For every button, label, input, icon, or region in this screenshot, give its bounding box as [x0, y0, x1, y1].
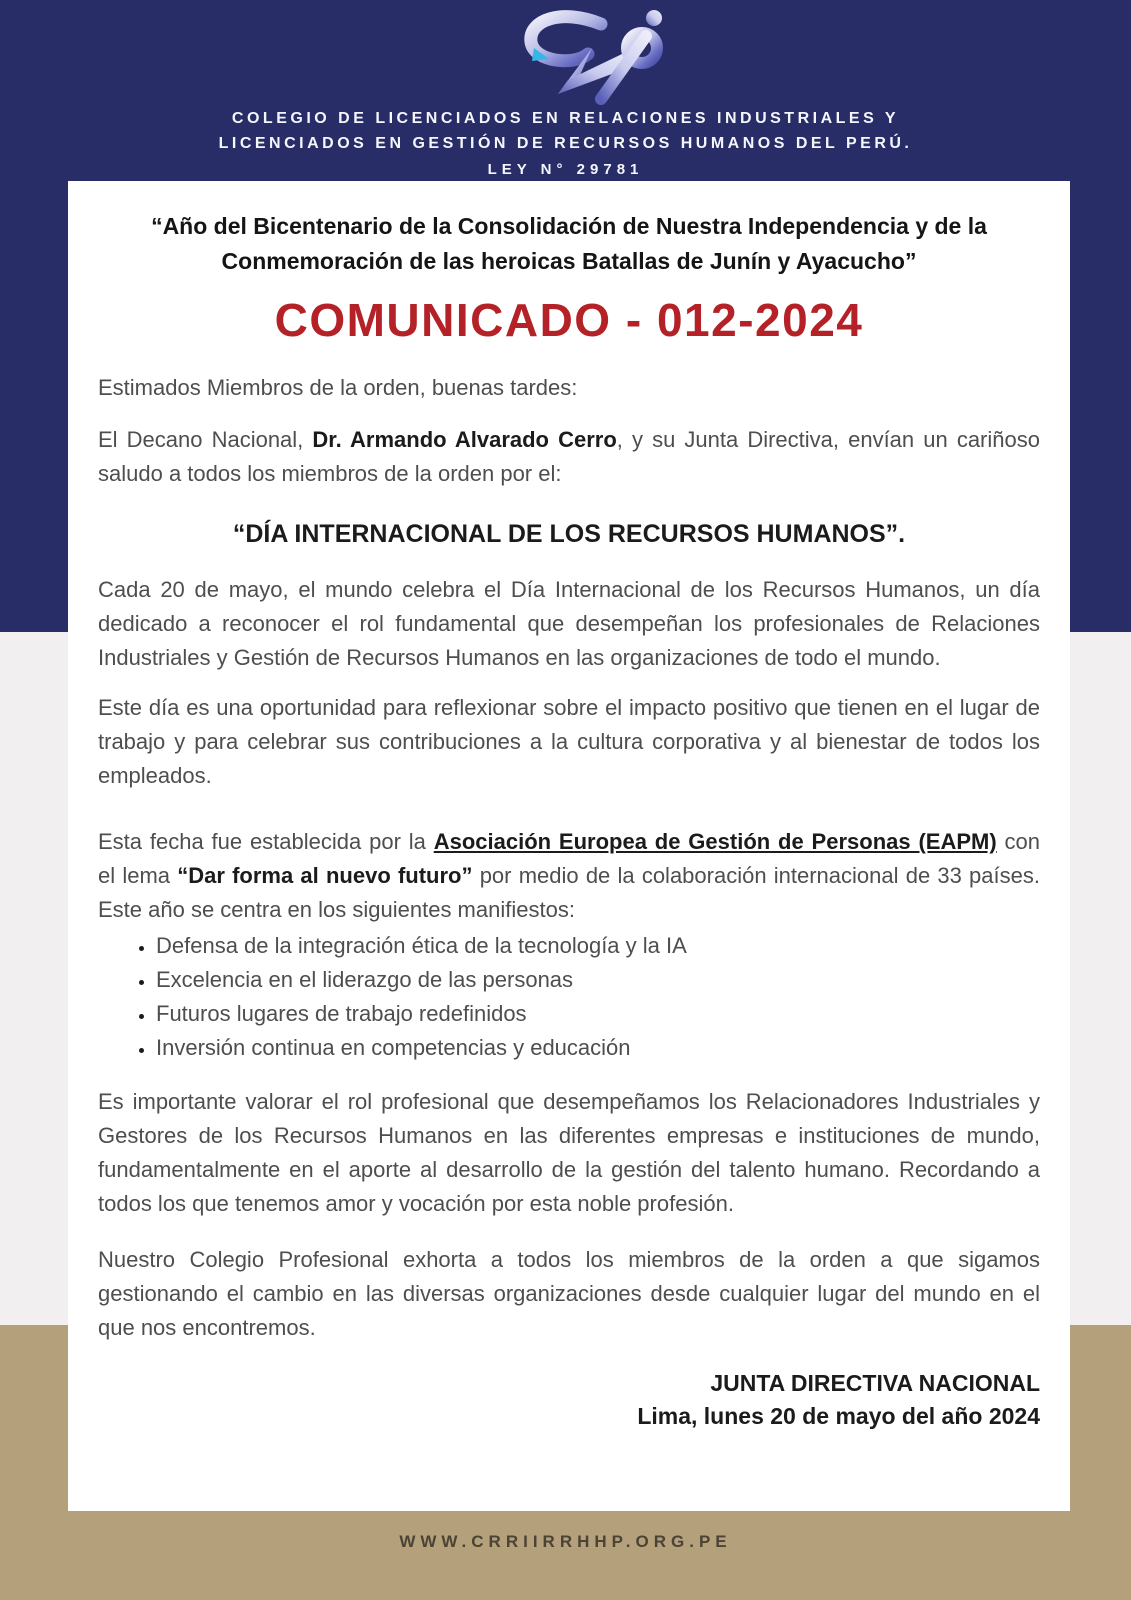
signature-date: Lima, lunes 20 de mayo del año 2024: [637, 1403, 1040, 1429]
text-run: por medio de la colaboración internacional de 33 países. Este año se centra en los siguientes manifiestos:: [98, 863, 1040, 922]
document-card: [68, 181, 1070, 1511]
law-number: LEY N° 29781: [487, 161, 644, 178]
text-run: Esta fecha fue establecida por la: [98, 829, 434, 854]
signature-block: [98, 1367, 1040, 1433]
list-item: • Defensa de la integración ética de la tecnología y la IA: [156, 929, 1040, 963]
greeting-line: Estimados Miembros de la orden, buenas tardes:: [98, 375, 578, 400]
org-logo-icon: [0, 6, 1131, 106]
list-item: • Futuros lugares de trabajo redefinidos: [156, 997, 1040, 1031]
text-run: , y su Junta Directiva, envían un cariñoso saludo a todos los miembros de la orden por el:: [98, 427, 1040, 486]
decano-name: Dr. Armando Alvarado Cerro: [312, 427, 617, 452]
list-item: • Excelencia en el liderazgo de las personas: [156, 963, 1040, 997]
year-motto: “Año del Bicentenario de la Consolidación de Nuestra Independencia y de la Conmemoración de las heroicas Batallas de Junín y Ayacucho”: [151, 213, 987, 274]
document-title: COMUNICADO - 012-2024: [274, 294, 864, 346]
paragraph-importante: Es importante valorar el rol profesional que desempeñamos los Relacionadores Industriales y Gestores de los Recursos Humanos en las diferentes empresas e instituciones de mundo, fundamentalmente en el aporte al desarrollo de la gestión del talento humano. Recordando a todos los que tenemos amor y vocación por esta noble profesión.: [98, 1089, 1040, 1216]
org-name-line1: COLEGIO DE LICENCIADOS EN RELACIONES INDUSTRIALES Y: [231, 110, 900, 127]
paragraph-estedia: Este día es una oportunidad para reflexionar sobre el impacto positivo que tienen en el lugar de trabajo y para celebrar sus contribuciones a la cultura corporativa y al bienestar de todos los empleados.: [98, 695, 1040, 788]
page-footer: [0, 1532, 1131, 1552]
paragraph-estafecha: [98, 825, 1040, 927]
lema-quote: “Dar forma al nuevo futuro”: [177, 863, 473, 888]
paragraph-exhorta: Nuestro Colegio Profesional exhorta a todos los miembros de la orden a que sigamos gestionando el cambio en las diversas organizaciones desde cualquier lugar del mundo en el que nos encontremos.: [98, 1247, 1040, 1340]
org-name-line2: LICENCIADOS EN GESTIÓN DE RECURSOS HUMANOS DEL PERÚ.: [218, 135, 913, 152]
website-url: WWW.CRRIIRRHHP.ORG.PE: [399, 1532, 732, 1551]
page-header: [0, 0, 1131, 182]
eapm-association-name: Asociación Europea de Gestión de Personas (EAPM): [433, 829, 997, 854]
hr-day-subtitle: “DÍA INTERNACIONAL DE LOS RECURSOS HUMANOS”.: [232, 520, 906, 548]
list-item: • Inversión continua en competencias y educación: [156, 1031, 1040, 1065]
paragraph-decano: [98, 423, 1040, 491]
text-run: El Decano Nacional,: [98, 427, 313, 452]
signature-org: JUNTA DIRECTIVA NACIONAL: [710, 1370, 1040, 1396]
manifest-list: [98, 929, 1040, 1065]
text-run: con el lema: [98, 829, 1040, 888]
paragraph-cada20: Cada 20 de mayo, el mundo celebra el Día Internacional de los Recursos Humanos, un día dedicado a reconocer el rol fundamental que desempeñan los profesionales de Relaciones Industriales y Gestión de Recursos Humanos en las organizaciones de todo el mundo.: [98, 577, 1040, 670]
